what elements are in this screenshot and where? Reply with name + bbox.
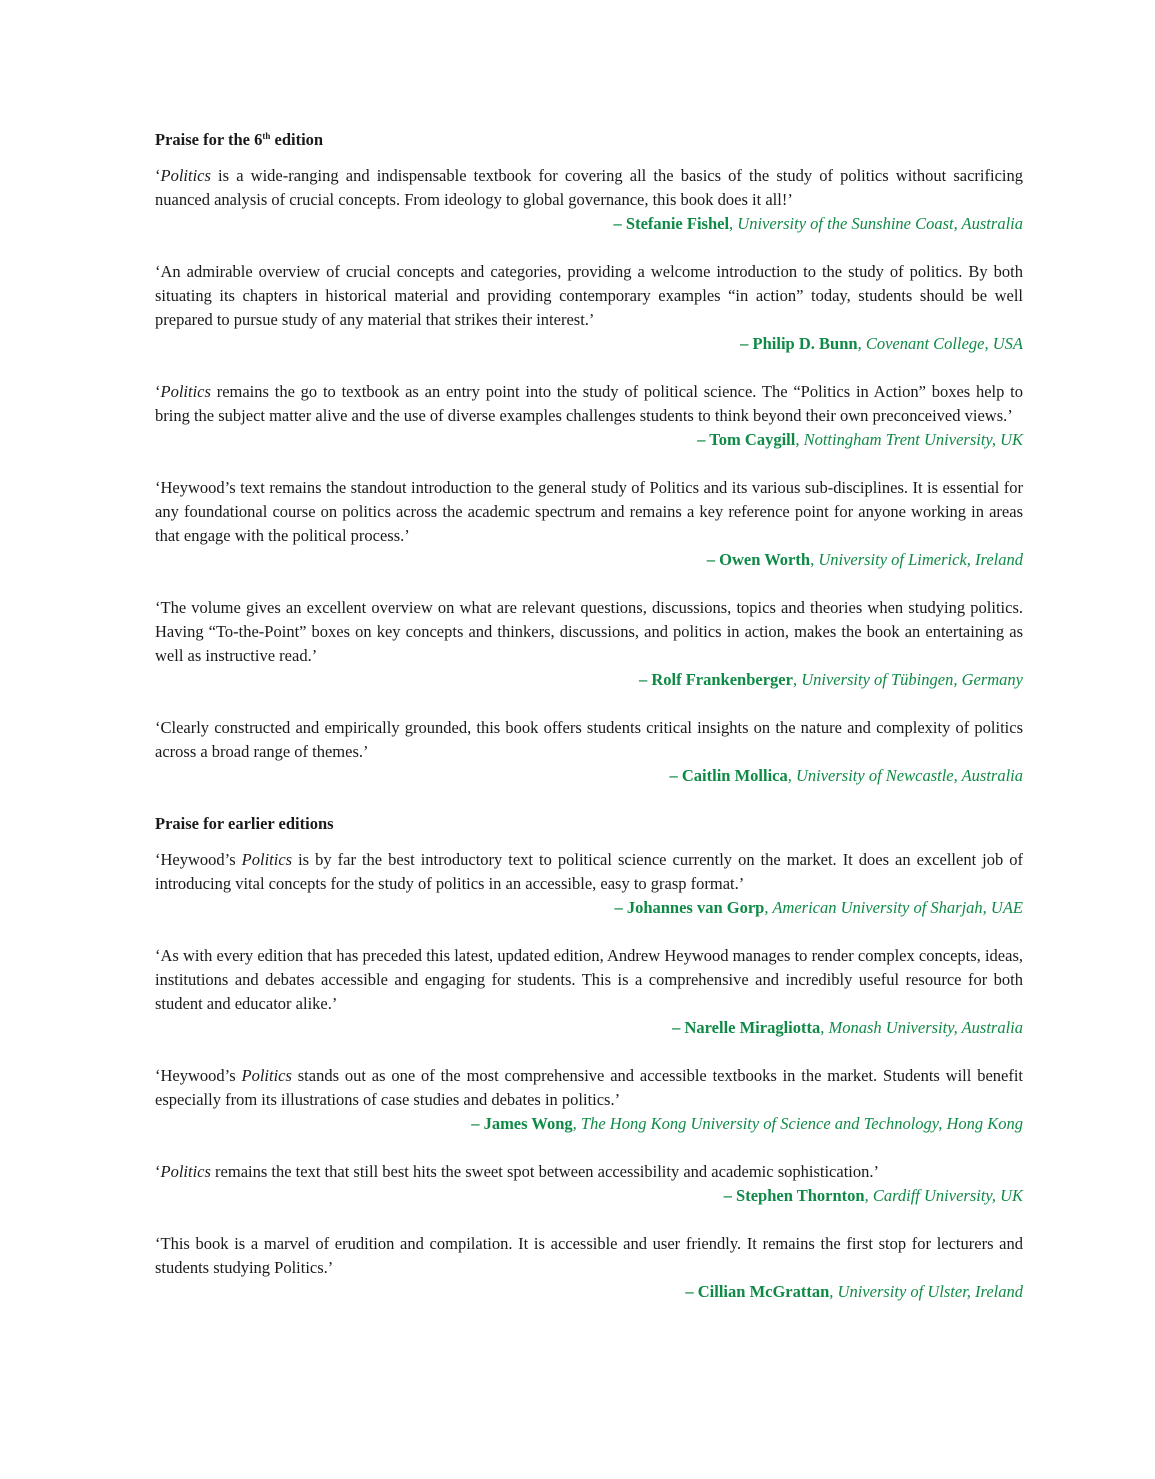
- review-quote: ‘Heywood’s Politics stands out as one of the most comprehensive and accessible textbooks in the market. Students will benefit especially from its illustrations of case studies and debates in politics.’: [155, 1066, 1024, 1109]
- reviewer-name: – Stephen Thornton: [723, 1186, 865, 1205]
- reviewer-name: – Caitlin Mollica: [669, 766, 788, 785]
- review-quote: ‘An admirable overview of crucial concepts and categories, providing a welcome introduction to the study of politics. By both situating its chapters in historical material and providing contemporary examples “in action” today, students should be well prepared to pursue study of any material that strikes their interest.’: [155, 262, 1023, 329]
- review-quote: ‘As with every edition that has preceded this latest, updated edition, Andrew Heywood manages to render complex concepts, ideas, institutions and debates accessible and engaging for students. This is a comprehensive and incredibly useful resource for both student and educator alike.’: [155, 946, 1023, 1013]
- review-attribution: [155, 764, 1023, 788]
- review-item: [155, 716, 1023, 788]
- review-attribution: [155, 1016, 1023, 1040]
- review-attribution: [155, 212, 1023, 236]
- reviewer-name: – Johannes van Gorp: [614, 898, 765, 917]
- reviewer-name: – Narelle Miragliotta: [672, 1018, 821, 1037]
- review-item: [155, 380, 1023, 452]
- review-item: [155, 848, 1023, 920]
- review-item: [155, 260, 1023, 356]
- review-attribution: [155, 428, 1023, 452]
- praise-page: [155, 128, 1023, 1328]
- review-item: [155, 596, 1023, 692]
- reviewer-affiliation: , University of Ulster, Ireland: [829, 1282, 1023, 1301]
- review-item: [155, 1232, 1023, 1304]
- review-quote: ‘Heywood’s Politics is by far the best introductory text to political science currently on the market. It does an excellent job of introducing vital concepts for the study of politics in an accessible, easy to grasp format.’: [155, 850, 1024, 893]
- review-attribution: [155, 332, 1023, 356]
- reviewer-affiliation: , University of Tübingen, Germany: [792, 670, 1023, 689]
- review-quote: ‘Politics remains the go to textbook as an entry point into the study of political science. The “Politics in Action” boxes help to bring the subject matter alive and the use of diverse examples challenges students to think beyond their own preconceived views.’: [155, 382, 1023, 425]
- reviewer-affiliation: , Cardiff University, UK: [864, 1186, 1023, 1205]
- review-item: [155, 1064, 1023, 1136]
- reviewer-affiliation: , University of the Sunshine Coast, Australia: [729, 214, 1023, 233]
- review-item: [155, 476, 1023, 572]
- review-quote: ‘This book is a marvel of erudition and compilation. It is accessible and user friendly. It remains the first stop for lecturers and students studying Politics.’: [155, 1234, 1023, 1277]
- section-heading-6th-edition: Praise for the 6th edition: [155, 130, 324, 149]
- section-heading-earlier-editions: Praise for earlier editions: [155, 814, 334, 833]
- reviewer-affiliation: , American University of Sharjah, UAE: [764, 898, 1023, 917]
- review-quote: ‘Heywood’s text remains the standout introduction to the general study of Politics and its various sub-disciplines. It is essential for any foundational course on politics across the academic spectrum and remains a key reference point for anyone working in areas that engage with the political process.’: [155, 478, 1023, 545]
- reviewer-name: – Cillian McGrattan: [685, 1282, 830, 1301]
- review-attribution: [155, 1112, 1023, 1136]
- reviewer-affiliation: , Covenant College, USA: [857, 334, 1023, 353]
- reviewer-affiliation: , Monash University, Australia: [820, 1018, 1023, 1037]
- review-item: [155, 944, 1023, 1040]
- reviewer-name: – Rolf Frankenberger: [638, 670, 793, 689]
- reviewer-name: – Philip D. Bunn: [740, 334, 858, 353]
- reviewer-name: – James Wong: [471, 1114, 573, 1133]
- review-attribution: [155, 1280, 1023, 1304]
- review-attribution: [155, 668, 1023, 692]
- review-quote: ‘Politics remains the text that still best hits the sweet spot between accessibility and academic sophistication.’: [155, 1162, 879, 1181]
- review-attribution: [155, 548, 1023, 572]
- review-attribution: [155, 896, 1023, 920]
- review-item: [155, 1160, 1023, 1208]
- reviewer-affiliation: , University of Limerick, Ireland: [810, 550, 1023, 569]
- review-quote: ‘Clearly constructed and empirically grounded, this book offers students critical insights on the nature and complexity of politics across a broad range of themes.’: [155, 718, 1023, 761]
- review-quote: ‘Politics is a wide-ranging and indispensable textbook for covering all the basics of the study of politics without sacrificing nuanced analysis of crucial concepts. From ideology to global governance, this book does it all!’: [155, 166, 1023, 209]
- reviewer-name: – Stefanie Fishel: [613, 214, 730, 233]
- reviewer-name: – Tom Caygill: [697, 430, 796, 449]
- review-attribution: [155, 1184, 1023, 1208]
- reviewer-affiliation: , Nottingham Trent University, UK: [795, 430, 1023, 449]
- review-quote: ‘The volume gives an excellent overview on what are relevant questions, discussions, topics and theories when studying politics. Having “To-the-Point” boxes on key concepts and thinkers, discussions, and politics in action, makes the book an entertaining as well as instructive read.’: [155, 598, 1023, 665]
- reviewer-name: – Owen Worth: [706, 550, 811, 569]
- review-item: [155, 164, 1023, 236]
- reviewer-affiliation: , University of Newcastle, Australia: [787, 766, 1023, 785]
- reviewer-affiliation: , The Hong Kong University of Science and Technology, Hong Kong: [572, 1114, 1023, 1133]
